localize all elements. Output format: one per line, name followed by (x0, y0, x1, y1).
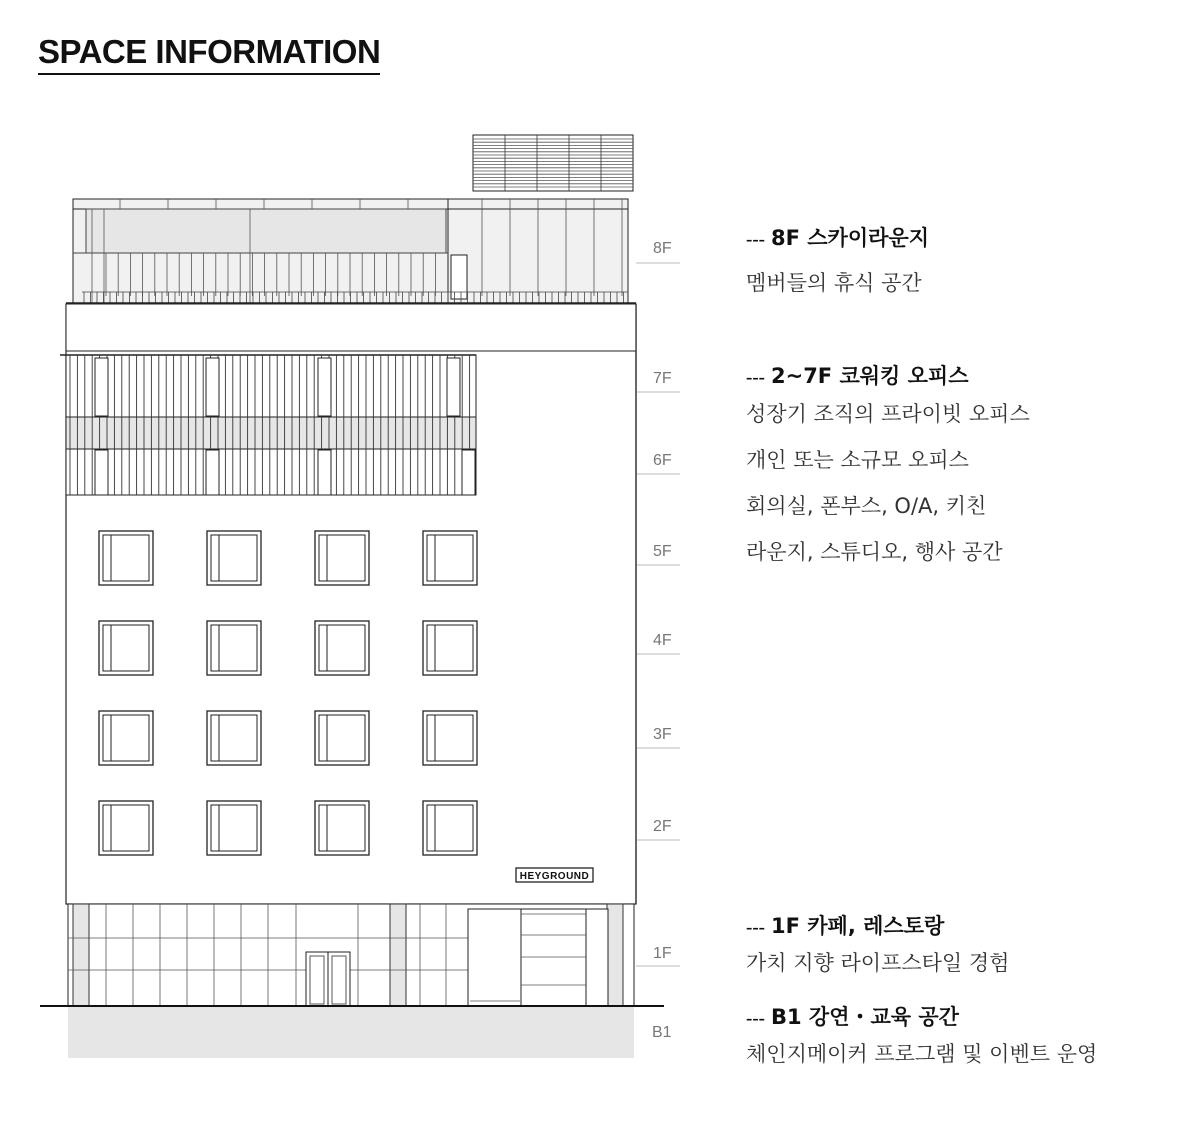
section-dash: --- (746, 1008, 765, 1029)
floor-label-4f: 4F (653, 632, 672, 649)
facade-window (207, 711, 261, 765)
section-line: 멤버들의 휴식 공간 (746, 270, 922, 295)
section-heading (746, 1005, 1176, 1031)
section-line: 체인지메이커 프로그램 및 이벤트 운영 (746, 1041, 1098, 1066)
section-1f (746, 914, 1176, 986)
ground-column (607, 904, 623, 1006)
section-name: 카페, 레스토랑 (807, 914, 945, 938)
facade-window (423, 531, 477, 585)
band-window (318, 358, 331, 416)
section-line: 회의실, 폰부스, O/A, 키친 (746, 493, 987, 518)
band-window (206, 358, 219, 416)
section-line: 개인 또는 소규모 오피스 (746, 447, 969, 472)
section-dash: --- (746, 917, 765, 938)
facade-window (315, 531, 369, 585)
section-floor: B1 (770, 1005, 802, 1029)
facade-window (99, 531, 153, 585)
facade-window (99, 711, 153, 765)
section-line: 라운지, 스튜디오, 행사 공간 (746, 539, 1003, 564)
band-window (95, 358, 108, 416)
floor-ticks (636, 263, 680, 966)
section-dash: --- (746, 229, 765, 250)
fin-band-7f (66, 355, 476, 417)
band-window (95, 450, 108, 495)
page-title: SPACE INFORMATION (38, 34, 380, 75)
facade-window (207, 621, 261, 675)
facade-window (99, 801, 153, 855)
section-name: 스카이라운지 (807, 226, 929, 250)
facade-window (315, 711, 369, 765)
facade-window (207, 531, 261, 585)
section-8f (746, 226, 1176, 306)
facade-window (423, 801, 477, 855)
floor-label-b1: B1 (652, 1024, 672, 1041)
facade-window (315, 801, 369, 855)
section-2-7f (746, 364, 1176, 575)
floor-label-7f: 7F (653, 370, 672, 387)
section-floor: 1F (770, 914, 800, 938)
floor-label-5f: 5F (653, 543, 672, 560)
floor-label-3f: 3F (653, 726, 672, 743)
section-line: 성장기 조직의 프라이빗 오피스 (746, 401, 1030, 426)
band-window (447, 358, 460, 416)
section-b1 (746, 1005, 1176, 1077)
section-dash: --- (746, 367, 765, 388)
fin-band-6f (66, 449, 476, 495)
section-line: 가치 지향 라이프스타일 경험 (746, 950, 1010, 975)
band-window (206, 450, 219, 495)
fin-band-mid (66, 417, 476, 449)
section-heading (746, 364, 1176, 390)
facade-window (99, 621, 153, 675)
section-heading (746, 914, 1176, 940)
section-floor: 8F (770, 226, 800, 250)
ground-column (390, 904, 406, 1006)
facade-window (315, 621, 369, 675)
floor-label-8f: 8F (653, 240, 672, 257)
section-heading (746, 226, 1176, 252)
floor-label-1f: 1F (653, 945, 672, 962)
sign-text: HEYGROUND (519, 871, 590, 882)
floor-label-6f: 6F (653, 452, 672, 469)
band-window (462, 450, 475, 495)
band-window (318, 450, 331, 495)
basement-block (68, 1006, 634, 1058)
section-name: 코워킹 오피스 (839, 364, 969, 388)
section-name: 강연・교육 공간 (808, 1005, 959, 1029)
rooftop-unit (473, 135, 633, 191)
facade-window (207, 801, 261, 855)
floor-label-2f: 2F (653, 818, 672, 835)
facade-window (423, 711, 477, 765)
ground-column (73, 904, 89, 1006)
section-floor: 2~7F (770, 364, 833, 388)
facade-window (423, 621, 477, 675)
